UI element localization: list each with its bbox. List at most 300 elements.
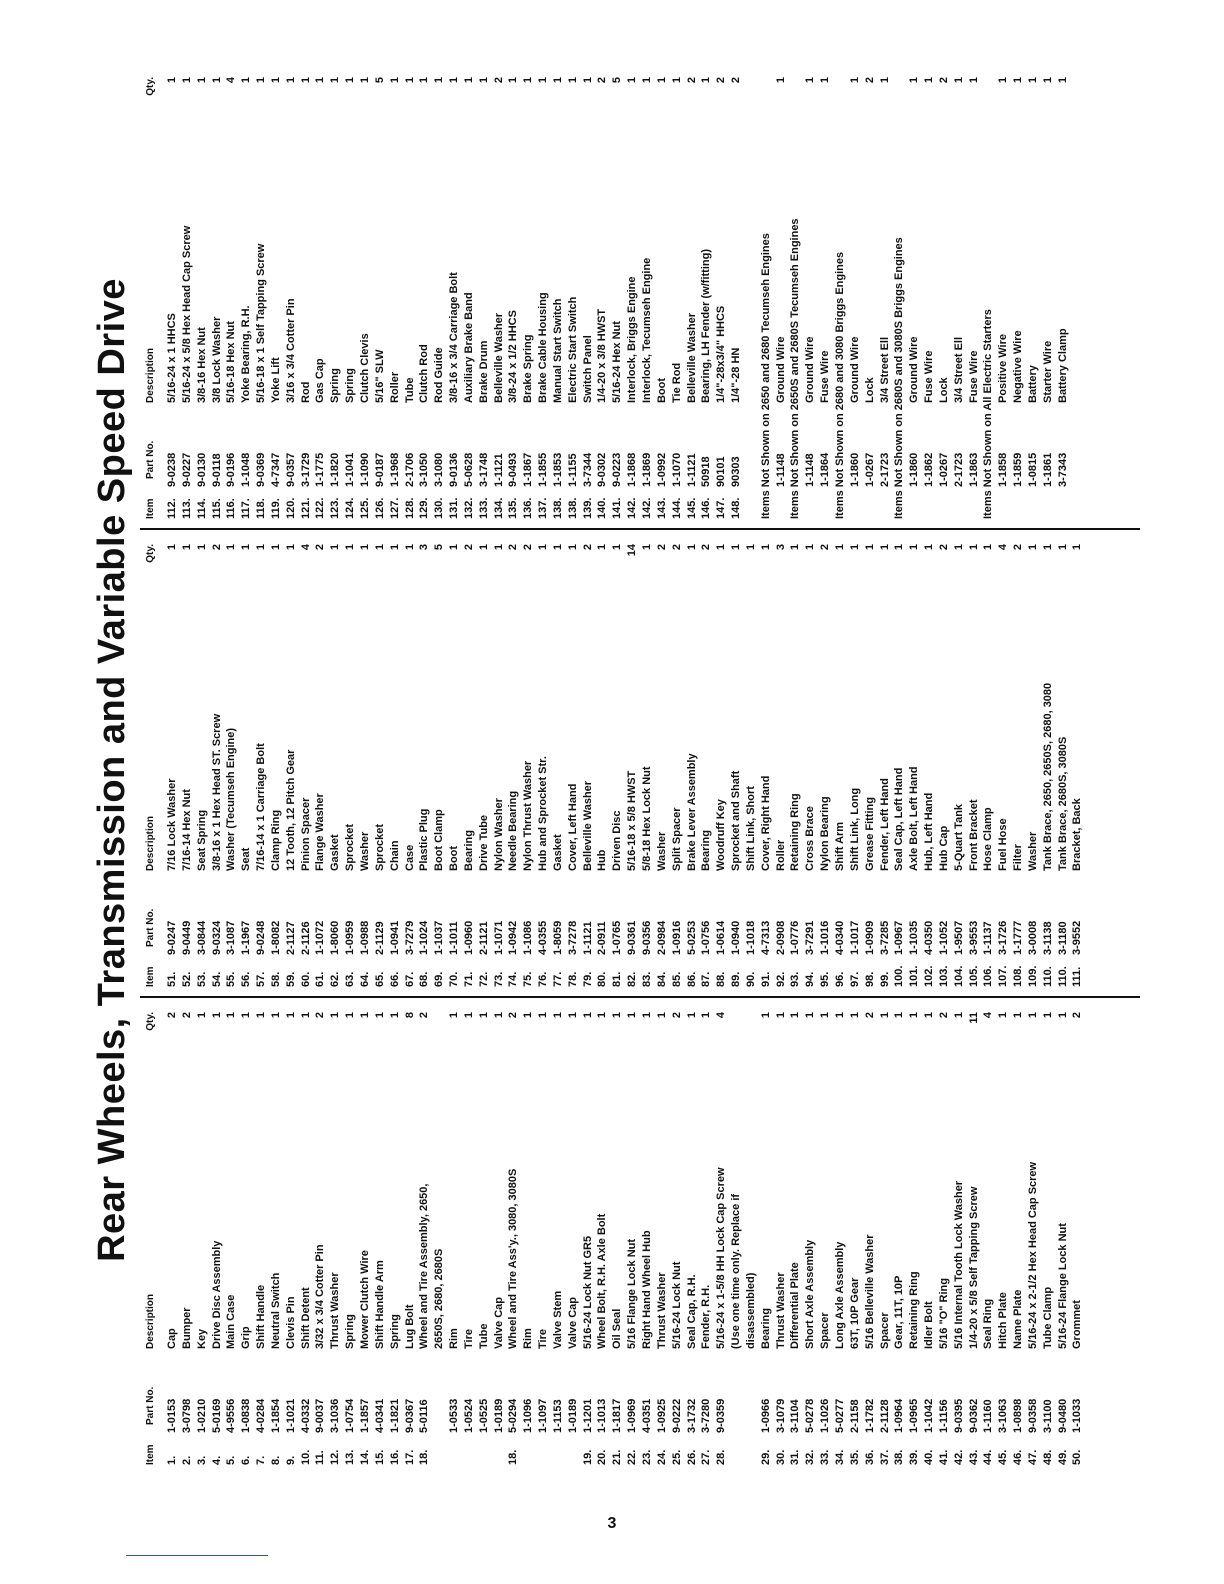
item-number: 123.: [329, 497, 342, 519]
quantity: 1: [388, 77, 401, 84]
part-number: 3-1050: [418, 452, 431, 487]
item-number: 18.: [507, 1449, 520, 1465]
quantity: 2: [314, 1012, 327, 1019]
quantity: 1: [566, 77, 579, 84]
part-description: 5/16-24 Flange Lock Nut: [1056, 1223, 1069, 1349]
item-number: 8.: [269, 1455, 282, 1465]
quantity: 1: [477, 77, 490, 84]
column-divider: [140, 996, 1140, 998]
part-description: Shift Link, Short: [744, 786, 757, 871]
table-row: [1070, 1010, 1085, 1465]
item-number: 66.: [388, 971, 401, 987]
item-number: 3.: [195, 1455, 208, 1465]
quantity: 4: [225, 77, 238, 84]
part-number: 1-1026: [819, 1398, 832, 1433]
table-row: [343, 75, 358, 519]
part-description: Gasket: [551, 834, 564, 871]
item-number: 140.: [596, 497, 609, 519]
table-row: [506, 542, 521, 987]
part-description: 3/8-24 x 1/2 HHCS: [507, 310, 520, 403]
item-number: 115.: [210, 498, 223, 519]
item-number: 32.: [804, 1449, 817, 1465]
part-number: 1-1821: [388, 1398, 401, 1433]
item-number: 44.: [982, 1449, 995, 1465]
table-row: [655, 542, 670, 987]
item-number: 16.: [388, 1449, 401, 1465]
item-number: 118.: [255, 498, 268, 519]
item-number: 79.: [581, 971, 594, 987]
table-row: [759, 542, 774, 987]
part-number: 2-1127: [284, 921, 297, 955]
table-row: [239, 75, 254, 519]
table-row: [239, 1010, 254, 1465]
part-number: 4-0355: [537, 920, 550, 955]
part-number: 9-0358: [1026, 1398, 1039, 1433]
item-number: 21.: [611, 1449, 624, 1465]
table-row: [180, 75, 195, 519]
part-number: 9-0324: [210, 920, 223, 955]
item-number: 34.: [833, 1449, 846, 1465]
table-row: [269, 75, 284, 519]
table-row: [670, 1010, 685, 1465]
part-number: 5-0278: [804, 1398, 817, 1433]
quantity: 1: [1026, 1012, 1039, 1019]
parts-list: [165, 1010, 1085, 1465]
part-description: Clamp Ring: [269, 809, 282, 871]
section-heading: [759, 75, 774, 519]
quantity: 1: [833, 1012, 846, 1019]
part-description: Spring: [344, 1314, 357, 1349]
part-description: Auxiliary Brake Band: [462, 292, 475, 403]
table-row: [922, 542, 937, 987]
table-row: [224, 1010, 239, 1465]
item-number: 33.: [819, 1449, 832, 1465]
table-row: [848, 542, 863, 987]
part-number: 2-1126: [299, 921, 312, 955]
quantity: 1: [997, 77, 1010, 84]
table-row: [224, 542, 239, 987]
part-number: 9-0493: [507, 452, 520, 487]
part-description: Negative Wire: [1012, 330, 1025, 403]
quantity: 1: [448, 1012, 461, 1019]
quantity: 1: [848, 1012, 861, 1019]
quantity: 1: [269, 1012, 282, 1019]
table-row: [803, 542, 818, 987]
item-number: 119.: [269, 498, 282, 519]
part-number: 1-1861: [1041, 452, 1054, 487]
quantity: 1: [329, 544, 342, 551]
part-description: Nylon Washer: [492, 798, 505, 871]
part-description: Driven Disc: [611, 810, 624, 871]
item-number: 40.: [923, 1449, 936, 1465]
item-number: 120.: [284, 497, 297, 519]
table-row: [744, 542, 759, 987]
item-number: 70.: [448, 971, 461, 987]
item-number: 88.: [715, 971, 728, 987]
part-number: 2-0984: [655, 920, 668, 955]
table-row: [566, 1010, 581, 1465]
item-number: 30.: [774, 1449, 787, 1465]
part-number: 1-1018: [744, 920, 757, 955]
table-row: [1041, 1010, 1056, 1465]
quantity: 8: [403, 1012, 416, 1019]
part-description: Lock: [937, 377, 950, 403]
part-description: Ground Wire: [848, 336, 861, 403]
quantity: 2: [462, 544, 475, 551]
table-row: [833, 542, 848, 987]
header-description: Description: [145, 1293, 156, 1349]
item-number: 5.: [225, 1455, 238, 1465]
table-row: [699, 542, 714, 987]
quantity: 2: [1071, 1012, 1084, 1019]
part-number: 4-0340: [833, 920, 846, 955]
quantity: 1: [344, 544, 357, 551]
quantity: 1: [789, 544, 802, 551]
item-number: 135.: [507, 497, 520, 519]
part-number: 9-0359: [715, 1398, 728, 1433]
item-number: 82.: [626, 971, 639, 987]
part-description: Shift Handle: [255, 1284, 268, 1349]
table-row: [907, 75, 922, 519]
table-row: [239, 542, 254, 987]
table-row: [417, 542, 432, 987]
quantity: 2: [700, 544, 713, 551]
part-description: Washer: [655, 831, 668, 871]
quantity: 1: [1026, 77, 1039, 84]
part-description: Ground Wire: [774, 336, 787, 403]
part-number: 1-1858: [997, 452, 1010, 487]
part-description: disassembled): [744, 1272, 757, 1349]
table-row: [506, 1010, 521, 1465]
item-number: 13.: [344, 1449, 357, 1465]
quantity: 2: [581, 544, 594, 551]
item-number: 77.: [551, 971, 564, 987]
item-number: 19.: [581, 1449, 594, 1465]
quantity: 1: [551, 544, 564, 551]
table-row: [967, 1010, 982, 1465]
table-row: [328, 1010, 343, 1465]
part-number: 1-1052: [937, 920, 950, 955]
part-description: Wheel and Tire Assembly, 2650,: [418, 1183, 431, 1349]
part-number: 3-1180: [1056, 921, 1069, 955]
table-row: [284, 542, 299, 987]
item-number: 126.: [373, 497, 386, 519]
part-number: 1-1041: [344, 452, 357, 487]
table-row: [536, 1010, 551, 1465]
part-number: 1-0916: [670, 920, 683, 955]
quantity: 1: [1041, 77, 1054, 84]
part-number: 1-0988: [358, 920, 371, 955]
table-row: [536, 75, 551, 519]
part-description: Positive Wire: [997, 334, 1010, 403]
part-number: 9-0369: [255, 452, 268, 487]
table-row: [937, 542, 952, 987]
item-number: 128.: [403, 497, 416, 519]
item-number: 60.: [299, 971, 312, 987]
part-description: Lug Bolt: [403, 1304, 416, 1349]
quantity: 1: [982, 544, 995, 551]
part-number: 5-0277: [833, 1398, 846, 1433]
table-row: [863, 542, 878, 987]
quantity: 1: [908, 544, 921, 551]
table-row: [1011, 542, 1026, 987]
quantity: 1: [492, 1012, 505, 1019]
part-description: Shift Arm: [833, 821, 846, 871]
item-number: 134.: [492, 497, 505, 519]
quantity: 1: [388, 1012, 401, 1019]
quantity: 1: [240, 1012, 253, 1019]
quantity: 2: [1012, 544, 1025, 551]
quantity: 1: [195, 1012, 208, 1019]
quantity: 1: [700, 1012, 713, 1019]
table-row: [180, 542, 195, 987]
part-number: 1-0909: [863, 920, 876, 955]
quantity: 1: [462, 77, 475, 84]
part-description: 5/16 Flange Lock Nut: [626, 1238, 639, 1349]
part-description: Brake Lever Assembly: [685, 753, 698, 871]
part-description: 5/16-18 x 5/8 HWST: [626, 770, 639, 871]
table-row: [878, 75, 893, 519]
part-number: 1-1024: [418, 920, 431, 955]
section-heading-text: Items Not Shown on 2650S and 2680S Tecumseh Engines: [789, 218, 802, 519]
table-row: [937, 1010, 952, 1465]
part-number: 1-1156: [937, 1399, 950, 1433]
table-row: [670, 542, 685, 987]
table-row: [432, 542, 447, 987]
quantity: 1: [641, 1012, 653, 1019]
item-number: 27.: [700, 1449, 713, 1465]
quantity: 1: [581, 1012, 594, 1019]
part-description: Hub: [596, 849, 609, 871]
part-description: Tube: [477, 1323, 490, 1349]
quantity: 1: [923, 77, 936, 84]
part-description: Tire: [462, 1329, 475, 1349]
part-number: 3-1100: [1041, 1399, 1054, 1433]
item-number: 26.: [685, 1449, 698, 1465]
part-number: 1-1967: [240, 920, 253, 955]
part-number: 1-1855: [537, 452, 550, 487]
part-number: 1-0964: [893, 1398, 906, 1433]
part-number: 3-9553: [967, 920, 980, 955]
table-row: [699, 75, 714, 519]
item-number: 110.: [1041, 966, 1054, 987]
table-row: [210, 1010, 225, 1465]
part-description: 5/16-18 Hex Nut: [225, 321, 238, 403]
table-row: [1011, 75, 1026, 519]
table-row: [432, 1010, 447, 1465]
part-number: 2-1158: [848, 1399, 861, 1433]
part-description: Hub, Left Hand: [923, 792, 936, 871]
table-row: [358, 75, 373, 519]
table-row: [788, 542, 803, 987]
quantity: 1: [403, 77, 416, 84]
item-number: 110.: [1056, 966, 1069, 987]
part-number: 3-7291: [804, 920, 817, 955]
part-description: Cover, Left Hand: [566, 783, 579, 871]
item-number: 98.: [863, 971, 876, 987]
part-description: Seat: [240, 847, 253, 871]
column-header: [143, 75, 161, 519]
table-row: [714, 75, 729, 519]
part-description: Valve Cap: [492, 1297, 505, 1349]
part-number: 5-0253: [685, 920, 698, 955]
table-row: [299, 542, 314, 987]
part-description: Name Plate: [1012, 1289, 1025, 1349]
quantity: 1: [967, 544, 980, 551]
part-number: 4-0341: [373, 1398, 386, 1433]
part-number: 1-1864: [819, 452, 832, 487]
quantity: 1: [715, 544, 728, 551]
quantity: 1: [893, 544, 906, 551]
table-row: [165, 75, 180, 519]
part-number: 1-0765: [611, 920, 624, 955]
quantity: 1: [314, 77, 327, 84]
item-number: 39.: [908, 1449, 921, 1465]
table-row: [388, 75, 403, 519]
item-number: 81.: [611, 971, 624, 987]
part-description: 12 Tooth, 12 Pitch Gear: [284, 749, 297, 871]
table-row: [447, 1010, 462, 1465]
quantity: 1: [269, 544, 282, 551]
quantity: 1: [893, 1012, 906, 1019]
part-description: Filter: [1012, 844, 1025, 871]
column-header: [143, 1010, 161, 1465]
part-number: 9-0222: [670, 1398, 683, 1433]
part-number: 1-0189: [492, 1398, 505, 1433]
item-number: 10.: [299, 1449, 312, 1465]
table-row: [521, 75, 536, 519]
quantity: 1: [997, 1012, 1010, 1019]
part-description: 7/16 Lock Washer: [166, 778, 178, 871]
quantity: 1: [952, 77, 965, 84]
item-number: 141.: [611, 497, 624, 519]
part-description: Fuel Hose: [997, 818, 1010, 871]
part-number: 4-0332: [299, 1398, 312, 1433]
table-row: [788, 1010, 803, 1465]
quantity: 1: [448, 77, 461, 84]
table-row: [655, 1010, 670, 1465]
part-number: 3-9552: [1071, 920, 1084, 955]
table-row: [640, 1010, 655, 1465]
quantity: 3: [418, 544, 431, 551]
quantity: 4: [997, 544, 1010, 551]
part-description: Clutch Clevis: [358, 333, 371, 403]
part-description: Clevis Pin: [284, 1296, 297, 1349]
item-number: 84.: [655, 971, 668, 987]
quantity: 1: [626, 77, 639, 84]
quantity: 1: [240, 544, 253, 551]
quantity: 1: [329, 1012, 342, 1019]
quantity: 1: [537, 544, 550, 551]
quantity: 2: [863, 77, 876, 84]
table-row: [210, 542, 225, 987]
part-number: 5-0116: [418, 1399, 431, 1433]
item-number: 11.: [314, 1450, 327, 1465]
part-number: 1-1854: [269, 1398, 282, 1433]
part-number: 1-0533: [448, 1398, 461, 1433]
part-description: Brake Drum: [477, 340, 490, 403]
item-number: 75.: [522, 971, 535, 987]
part-description: Fuse Wire: [819, 350, 832, 403]
part-description: Shift Link, Long: [848, 787, 861, 871]
part-description: Key: [195, 1328, 208, 1349]
table-row: [996, 1010, 1011, 1465]
item-number: 20.: [596, 1449, 609, 1465]
item-number: 114.: [195, 498, 208, 519]
table-row: [967, 75, 982, 519]
part-description: Hub Cap: [937, 825, 950, 871]
quantity: 1: [344, 1012, 357, 1019]
item-number: 37.: [878, 1449, 891, 1465]
section-heading: [892, 75, 907, 519]
part-number: 9-0136: [448, 452, 461, 487]
part-description: 63T, 10P Gear: [848, 1277, 861, 1349]
part-description: Valve Cap: [566, 1297, 579, 1349]
table-row: [566, 75, 581, 519]
table-row: [625, 542, 640, 987]
item-number: 76.: [537, 971, 550, 987]
table-row: [937, 75, 952, 519]
table-row: [610, 75, 625, 519]
part-number: 9-0367: [403, 1398, 416, 1433]
part-description: Interlock, Briggs Engine: [626, 276, 639, 403]
part-number: 3-1104: [789, 1399, 802, 1433]
page-number: 3: [607, 1515, 617, 1532]
item-number: 23.: [641, 1449, 653, 1465]
quantity: 5: [373, 77, 386, 84]
item-number: 125.: [358, 497, 371, 519]
item-number: 143.: [655, 497, 668, 519]
part-number: 3-0844: [195, 920, 208, 955]
part-description: Flange Washer: [314, 793, 327, 871]
item-number: 138.: [551, 497, 564, 519]
quantity: 1: [878, 544, 891, 551]
quantity: 1: [433, 77, 446, 84]
part-description: Bearing: [462, 830, 475, 871]
part-number: 1-0967: [893, 920, 906, 955]
quantity: 5: [611, 77, 624, 84]
part-description: Bearing, LH Fender (w/fitting): [700, 249, 713, 403]
part-number: 9-0362: [967, 1398, 980, 1433]
table-row: [952, 1010, 967, 1465]
part-description: Bumper: [180, 1307, 193, 1349]
part-number: 1-1096: [522, 1398, 535, 1433]
item-number: 17.: [403, 1449, 416, 1465]
part-description: Thrust Washer: [774, 1272, 787, 1349]
part-number: 2-0911: [596, 921, 609, 955]
part-description: Drive Tube: [477, 814, 490, 871]
part-number: 4-7347: [269, 452, 282, 487]
table-row: [417, 1010, 432, 1465]
item-number: 57.: [255, 971, 268, 987]
part-number: 5-0169: [210, 1398, 223, 1433]
item-number: 49.: [1056, 1449, 1069, 1465]
part-description: Belleville Washer: [492, 312, 505, 403]
quantity: 1: [344, 77, 357, 84]
part-number: 1-0965: [908, 1398, 921, 1433]
parts-list: [165, 75, 1070, 519]
table-row: [878, 1010, 893, 1465]
part-number: 4-9556: [225, 1398, 238, 1433]
part-number: 9-0227: [180, 452, 193, 487]
quantity: 1: [1056, 1012, 1069, 1019]
part-number: 3-1732: [685, 1398, 698, 1433]
item-number: 116.: [225, 498, 238, 519]
quantity: 1: [804, 1012, 817, 1019]
quantity: 4: [982, 1012, 995, 1019]
part-number: 1-0267: [863, 452, 876, 487]
item-number: 137.: [537, 497, 550, 519]
